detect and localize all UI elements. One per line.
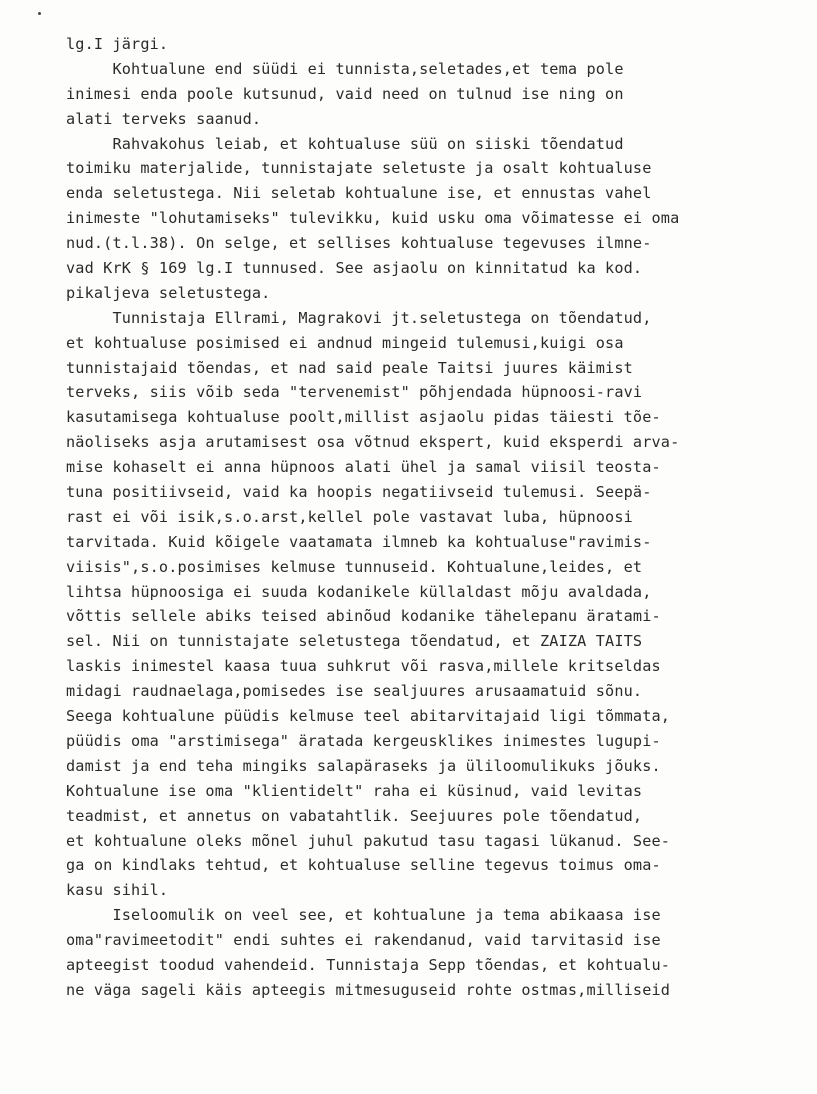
text-line: ga on kindlaks tehtud, et kohtualuse selline tegevus toimus oma- [66,856,661,875]
text-line: tarvitada. Kuid kõigele vaatamata ilmneb ka kohtualuse"ravimis- [66,532,652,551]
text-line: nud.(t.l.38). On selge, et sellises kohtualuse tegevuses ilmne- [66,234,652,253]
text-line: teadmist, et annetus on vabatahtlik. Seejuures pole tõendatud, [66,806,643,825]
text-line: pikaljeva seletustega. [66,283,271,302]
text-line: terveks, siis võib seda "tervenemist" põhjendada hüpnoosi-ravi [66,383,643,402]
text-line: Seega kohtualune püüdis kelmuse teel abitarvitajaid ligi tõmmata, [66,707,671,726]
text-line: damist ja end teha mingiks salapäraseks ja üliloomulikuks jõuks. [66,756,661,775]
text-line: kasu sihil. [66,881,169,900]
text-line: mise kohaselt ei anna hüpnoos alati ühel ja samal viisil teosta- [66,458,661,477]
typewritten-text [66,32,817,1003]
text-line: inimesi enda poole kutsunud, vaid need on tulnud ise ning on [66,84,624,103]
text-line: toimiku materjalide, tunnistajate seletuste ja osalt kohtualuse [66,159,652,178]
text-line: tuna positiivseid, vaid ka hoopis negatiivseid tulemusi. Seepä- [66,483,652,502]
ink-speck [38,12,41,15]
text-line: püüdis oma "arstimisega" äratada kergeusklikes inimestes lugupi- [66,731,661,750]
text-line: et kohtualune oleks mõnel juhul pakutud tasu tagasi lükanud. See- [66,831,671,850]
text-line: sel. Nii on tunnistajate seletustega tõendatud, et ZAIZA TAITS [66,632,643,651]
text-line: Kohtualune end süüdi ei tunnista,seletades,et tema pole [66,59,624,78]
text-line: apteegist toodud vahendeid. Tunnistaja Sepp tõendas, et kohtualu- [66,955,671,974]
text-line: rast ei või isik,s.o.arst,kellel pole vastavat luba, hüpnoosi [66,507,633,526]
text-line: Tunnistaja Ellrami, Magrakovi jt.seletustega on tõendatud, [66,308,652,327]
text-line: inimeste "lohutamiseks" tulevikku, kuid usku oma võimatesse ei oma [66,209,680,228]
text-line: võttis sellele abiks teised abinõud kodanike tähelepanu äratami- [66,607,661,626]
text-line: Rahvakohus leiab, et kohtualuse süü on siiski tõendatud [66,134,624,153]
text-line: Iseloomulik on veel see, et kohtualune ja tema abikaasa ise [66,906,661,925]
text-line: laskis inimestel kaasa tuua suhkrut või rasva,millele kritseldas [66,657,661,676]
text-line: ne väga sageli käis apteegis mitmesuguseid rohte ostmas,milliseid [66,980,671,999]
text-line: lihtsa hüpnoosiga ei suuda kodanikele küllaldast mõju avaldada, [66,582,652,601]
text-line: Kohtualune ise oma "klientidelt" raha ei küsinud, vaid levitas [66,781,643,800]
text-line: et kohtualuse posimised ei andnud mingeid tulemusi,kuigi osa [66,333,624,352]
text-line: kasutamisega kohtualuse poolt,millist asjaolu pidas täiesti tõe- [66,408,661,427]
text-line: näoliseks asja arutamisest osa võtnud ekspert, kuid eksperdi arva- [66,433,680,452]
text-line: enda seletustega. Nii seletab kohtualune ise, et ennustas vahel [66,184,652,203]
text-line: tunnistajaid tõendas, et nad said peale Taitsi juures käimist [66,358,633,377]
text-line: vad KrK § 169 lg.I tunnused. See asjaolu on kinnitatud ka kod. [66,259,643,278]
text-line: lg.I järgi. [66,35,169,53]
text-line: midagi raudnaelaga,pomisedes ise sealjuures arusaamatuid sõnu. [66,682,643,701]
text-line: alati terveks saanud. [66,109,262,128]
text-line: oma"ravimeetodit" endi suhtes ei rakendanud, vaid tarvitasid ise [66,931,661,950]
text-line: viisis",s.o.posimises kelmuse tunnuseid. Kohtualune,leides, et [66,557,643,576]
